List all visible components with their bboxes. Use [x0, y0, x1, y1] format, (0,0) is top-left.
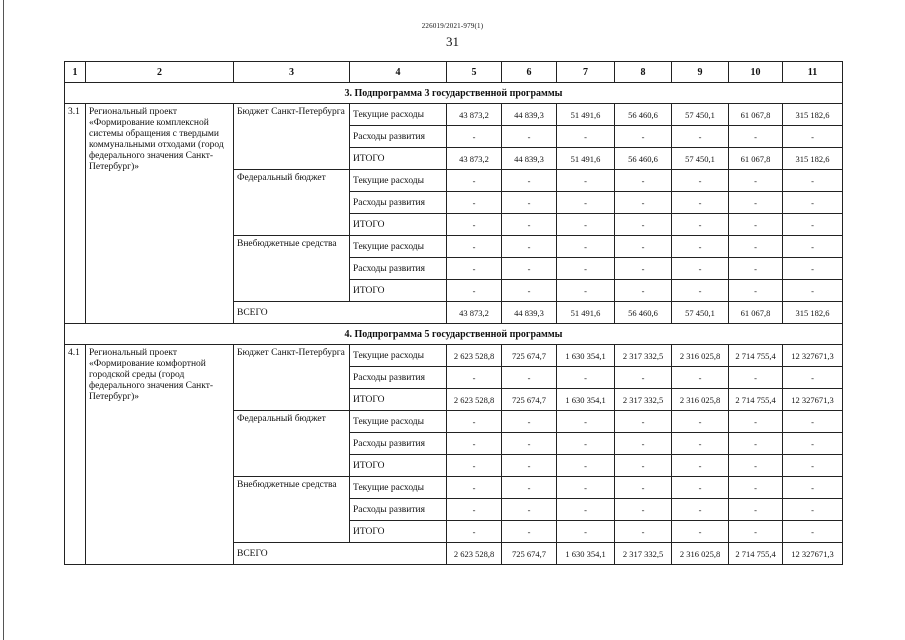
amount-cell: -	[729, 236, 783, 258]
amount-cell: 51 491,6	[557, 104, 615, 126]
amount-cell: -	[615, 192, 672, 214]
amount-cell: -	[615, 433, 672, 455]
amount-cell: -	[672, 367, 729, 389]
amount-cell: -	[615, 367, 672, 389]
funding-source: Федеральный бюджет	[234, 411, 350, 477]
amount-cell: -	[783, 367, 843, 389]
amount-cell: 315 182,6	[783, 148, 843, 170]
expense-type: Текущие расходы	[350, 170, 447, 192]
amount-cell: 51 491,6	[557, 148, 615, 170]
amount-cell: 725 674,7	[502, 389, 557, 411]
funding-source: Внебюджетные средства	[234, 236, 350, 302]
amount-cell: -	[783, 280, 843, 302]
column-header: 9	[672, 62, 729, 83]
amount-cell: -	[615, 521, 672, 543]
budget-table-body	[65, 62, 843, 565]
column-header: 3	[234, 62, 350, 83]
amount-cell: -	[783, 214, 843, 236]
total-amount-cell: 2 317 332,5	[615, 543, 672, 565]
column-number-row	[65, 62, 843, 83]
total-amount-cell: 57 450,1	[672, 302, 729, 324]
amount-cell: -	[729, 126, 783, 148]
amount-cell: 2 714 755,4	[729, 389, 783, 411]
funding-source: Внебюджетные средства	[234, 477, 350, 543]
amount-cell: -	[447, 236, 502, 258]
funding-source: Федеральный бюджет	[234, 170, 350, 236]
amount-cell: -	[557, 280, 615, 302]
amount-cell: -	[502, 455, 557, 477]
expense-type: Расходы развития	[350, 258, 447, 280]
column-header: 6	[502, 62, 557, 83]
amount-cell: 12 327671,3	[783, 389, 843, 411]
amount-cell: -	[502, 258, 557, 280]
scan-edge-mark	[3, 0, 4, 640]
amount-cell: -	[447, 521, 502, 543]
amount-cell: -	[783, 192, 843, 214]
amount-cell: -	[783, 411, 843, 433]
amount-cell: -	[783, 455, 843, 477]
amount-cell: 315 182,6	[783, 104, 843, 126]
expense-type: ИТОГО	[350, 455, 447, 477]
column-header: 2	[86, 62, 234, 83]
amount-cell: -	[447, 367, 502, 389]
amount-cell: -	[502, 499, 557, 521]
amount-cell: -	[447, 170, 502, 192]
row-index: 4.1	[65, 345, 86, 565]
amount-cell: -	[615, 258, 672, 280]
total-amount-cell: 44 839,3	[502, 302, 557, 324]
total-amount-cell: 2 316 025,8	[672, 543, 729, 565]
amount-cell: -	[672, 477, 729, 499]
total-amount-cell: 2 714 755,4	[729, 543, 783, 565]
amount-cell: -	[783, 433, 843, 455]
section-title: 3. Подпрограмма 3 государственной программы	[65, 83, 843, 104]
amount-cell: -	[783, 170, 843, 192]
amount-cell: -	[447, 499, 502, 521]
expense-type: ИТОГО	[350, 280, 447, 302]
amount-cell: -	[783, 477, 843, 499]
expense-type: ИТОГО	[350, 521, 447, 543]
amount-cell: -	[447, 477, 502, 499]
expense-type: Текущие расходы	[350, 477, 447, 499]
amount-cell: -	[502, 521, 557, 543]
amount-cell: -	[672, 236, 729, 258]
amount-cell: -	[672, 258, 729, 280]
amount-cell: -	[557, 214, 615, 236]
expense-type: ИТОГО	[350, 389, 447, 411]
amount-cell: -	[729, 367, 783, 389]
amount-cell: -	[729, 214, 783, 236]
amount-cell: -	[615, 280, 672, 302]
amount-cell: 43 873,2	[447, 104, 502, 126]
budget-table	[64, 61, 843, 565]
amount-cell: 44 839,3	[502, 104, 557, 126]
column-header: 10	[729, 62, 783, 83]
amount-cell: -	[557, 367, 615, 389]
amount-cell: -	[557, 433, 615, 455]
total-label: ВСЕГО	[234, 543, 447, 565]
amount-cell: -	[729, 170, 783, 192]
amount-cell: -	[615, 236, 672, 258]
total-amount-cell: 51 491,6	[557, 302, 615, 324]
expense-type: Текущие расходы	[350, 345, 447, 367]
amount-cell: -	[615, 170, 672, 192]
amount-cell: -	[557, 236, 615, 258]
project-name: Региональный проект «Формирование комплексной системы обращения с твердыми коммунальными отходами (город федерального значения Санкт-Петербург)»	[86, 104, 234, 324]
amount-cell: -	[557, 411, 615, 433]
total-amount-cell: 2 623 528,8	[447, 543, 502, 565]
amount-cell: -	[729, 521, 783, 543]
expense-type: Текущие расходы	[350, 104, 447, 126]
amount-cell: -	[557, 170, 615, 192]
project-name: Региональный проект «Формирование комфортной городской среды (город федерального значения Санкт-Петербург)»	[86, 345, 234, 565]
amount-cell: -	[557, 521, 615, 543]
amount-cell: -	[729, 455, 783, 477]
section-title-row	[65, 324, 843, 345]
amount-cell: 2 623 528,8	[447, 345, 502, 367]
funding-source: Бюджет Санкт-Петербурга	[234, 345, 350, 411]
amount-cell: -	[615, 126, 672, 148]
expense-type: Текущие расходы	[350, 236, 447, 258]
column-header: 4	[350, 62, 447, 83]
amount-cell: 1 630 354,1	[557, 345, 615, 367]
amount-cell: 61 067,8	[729, 104, 783, 126]
column-header: 7	[557, 62, 615, 83]
total-amount-cell: 43 873,2	[447, 302, 502, 324]
page-number: 31	[446, 34, 459, 49]
amount-cell: 57 450,1	[672, 104, 729, 126]
table-row	[65, 104, 843, 126]
amount-cell: -	[672, 170, 729, 192]
amount-cell: 44 839,3	[502, 148, 557, 170]
expense-type: Расходы развития	[350, 192, 447, 214]
amount-cell: -	[447, 411, 502, 433]
column-header: 8	[615, 62, 672, 83]
amount-cell: -	[672, 433, 729, 455]
amount-cell: -	[557, 258, 615, 280]
amount-cell: 61 067,8	[729, 148, 783, 170]
amount-cell: -	[557, 477, 615, 499]
amount-cell: -	[615, 455, 672, 477]
amount-cell: -	[729, 280, 783, 302]
amount-cell: 56 460,6	[615, 148, 672, 170]
amount-cell: -	[672, 126, 729, 148]
amount-cell: 2 317 332,5	[615, 345, 672, 367]
total-amount-cell: 315 182,6	[783, 302, 843, 324]
amount-cell: -	[502, 411, 557, 433]
total-label: ВСЕГО	[234, 302, 447, 324]
amount-cell: -	[557, 455, 615, 477]
amount-cell: -	[729, 192, 783, 214]
amount-cell: -	[729, 433, 783, 455]
funding-source: Бюджет Санкт-Петербурга	[234, 104, 350, 170]
amount-cell: -	[672, 455, 729, 477]
section-title: 4. Подпрограмма 5 государственной программы	[65, 324, 843, 345]
amount-cell: -	[615, 411, 672, 433]
amount-cell: -	[502, 367, 557, 389]
amount-cell: -	[447, 280, 502, 302]
expense-type: Расходы развития	[350, 499, 447, 521]
expense-type: ИТОГО	[350, 214, 447, 236]
amount-cell: -	[447, 433, 502, 455]
amount-cell: -	[783, 521, 843, 543]
amount-cell: -	[447, 192, 502, 214]
amount-cell: -	[672, 214, 729, 236]
document-id: 226019/2021-979(1)	[421, 22, 484, 30]
amount-cell: -	[783, 499, 843, 521]
amount-cell: -	[502, 192, 557, 214]
amount-cell: -	[502, 280, 557, 302]
amount-cell: -	[729, 258, 783, 280]
amount-cell: -	[447, 258, 502, 280]
column-header: 1	[65, 62, 86, 83]
amount-cell: -	[672, 499, 729, 521]
amount-cell: -	[447, 455, 502, 477]
amount-cell: -	[729, 477, 783, 499]
table-row	[65, 345, 843, 367]
amount-cell: 2 623 528,8	[447, 389, 502, 411]
amount-cell: 43 873,2	[447, 148, 502, 170]
total-amount-cell: 12 327671,3	[783, 543, 843, 565]
expense-type: Расходы развития	[350, 433, 447, 455]
amount-cell: -	[502, 170, 557, 192]
amount-cell: -	[615, 214, 672, 236]
amount-cell: 56 460,6	[615, 104, 672, 126]
total-amount-cell: 61 067,8	[729, 302, 783, 324]
amount-cell: -	[502, 477, 557, 499]
amount-cell: -	[502, 236, 557, 258]
expense-type: Расходы развития	[350, 367, 447, 389]
expense-type: ИТОГО	[350, 148, 447, 170]
amount-cell: -	[729, 499, 783, 521]
amount-cell: -	[783, 258, 843, 280]
amount-cell: 57 450,1	[672, 148, 729, 170]
amount-cell: -	[729, 411, 783, 433]
amount-cell: 2 714 755,4	[729, 345, 783, 367]
amount-cell: -	[783, 126, 843, 148]
amount-cell: -	[502, 214, 557, 236]
total-amount-cell: 1 630 354,1	[557, 543, 615, 565]
amount-cell: -	[783, 236, 843, 258]
amount-cell: -	[557, 499, 615, 521]
total-amount-cell: 56 460,6	[615, 302, 672, 324]
expense-type: Расходы развития	[350, 126, 447, 148]
amount-cell: -	[557, 192, 615, 214]
amount-cell: -	[502, 126, 557, 148]
total-amount-cell: 725 674,7	[502, 543, 557, 565]
amount-cell: -	[557, 126, 615, 148]
amount-cell: -	[672, 280, 729, 302]
amount-cell: 725 674,7	[502, 345, 557, 367]
amount-cell: 12 327671,3	[783, 345, 843, 367]
amount-cell: -	[447, 126, 502, 148]
expense-type: Текущие расходы	[350, 411, 447, 433]
amount-cell: -	[672, 192, 729, 214]
amount-cell: -	[672, 411, 729, 433]
column-header: 11	[783, 62, 843, 83]
amount-cell: -	[615, 499, 672, 521]
section-title-row	[65, 83, 843, 104]
amount-cell: -	[447, 214, 502, 236]
row-index: 3.1	[65, 104, 86, 324]
column-header: 5	[447, 62, 502, 83]
amount-cell: 1 630 354,1	[557, 389, 615, 411]
amount-cell: -	[672, 521, 729, 543]
amount-cell: 2 316 025,8	[672, 389, 729, 411]
amount-cell: -	[502, 433, 557, 455]
amount-cell: 2 316 025,8	[672, 345, 729, 367]
amount-cell: -	[615, 477, 672, 499]
amount-cell: 2 317 332,5	[615, 389, 672, 411]
